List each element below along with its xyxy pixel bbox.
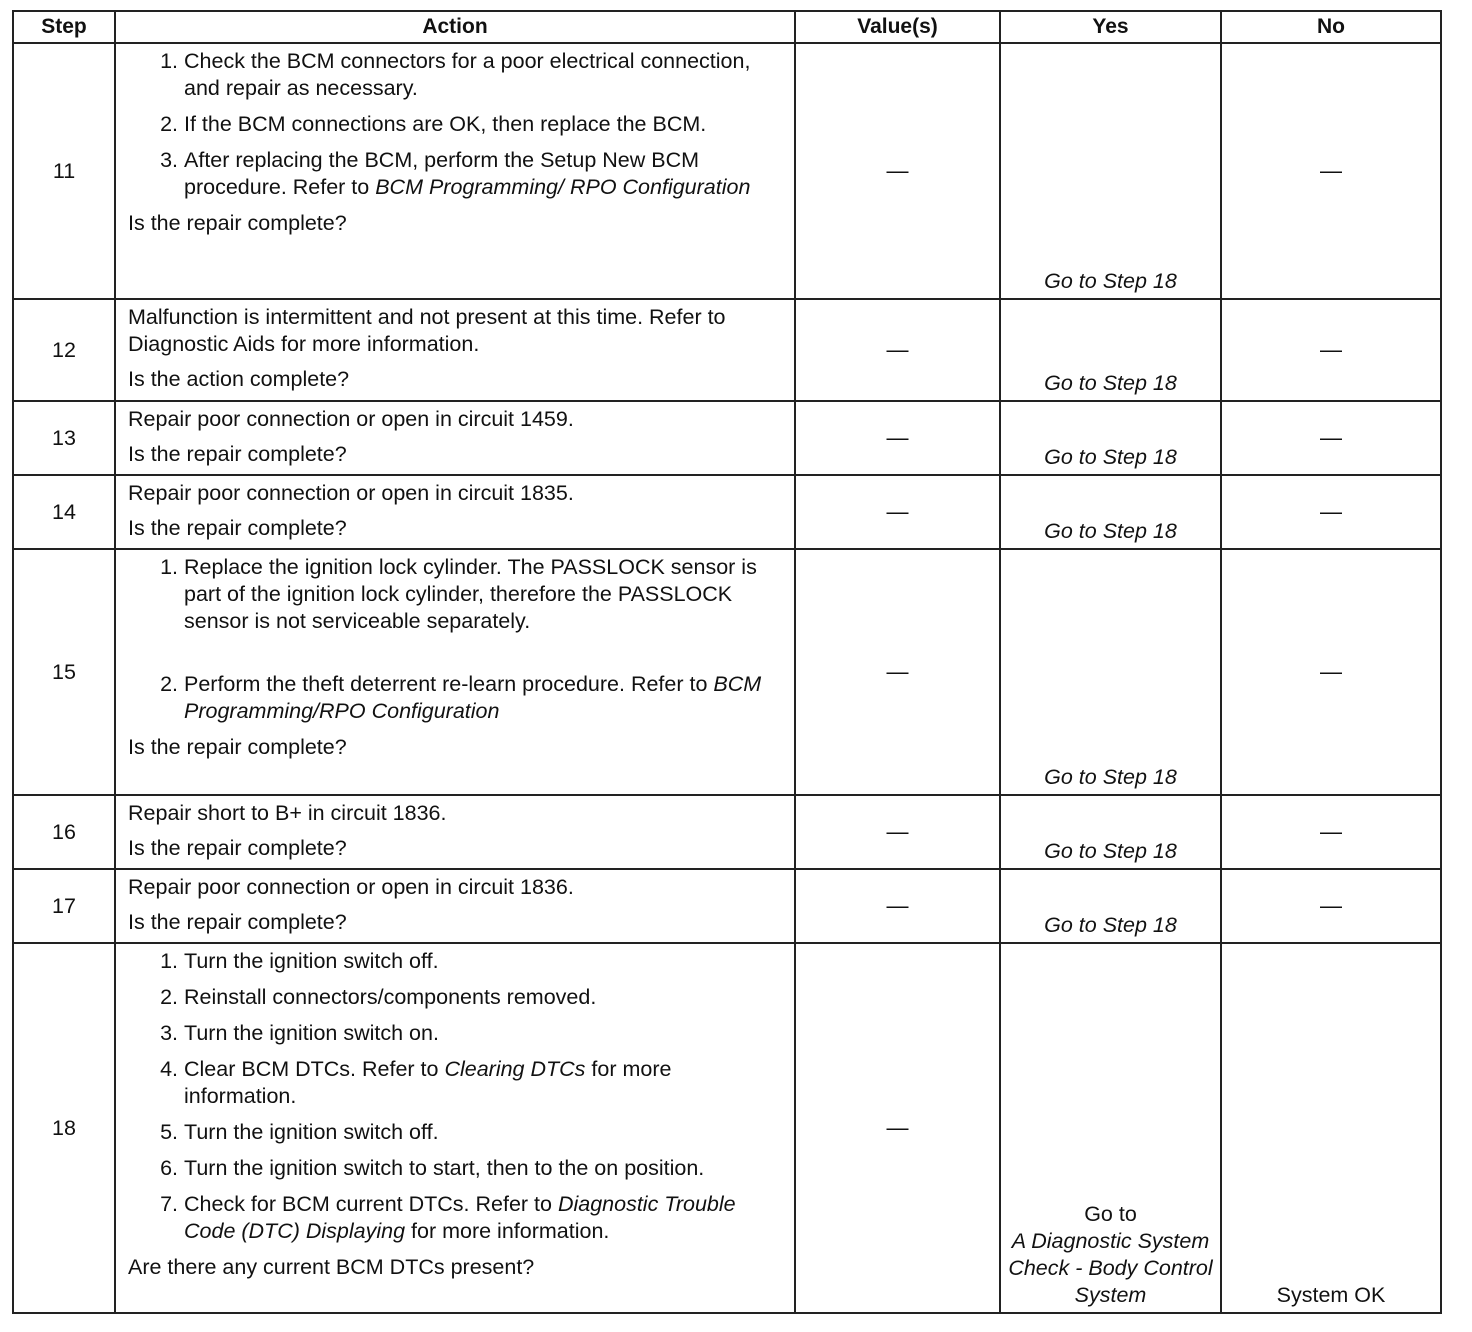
reference-link: A Diagnostic System Check - Body Control System [1008,1229,1213,1307]
reference-link: Diagnostic Trouble Code (DTC) Displaying [184,1192,736,1243]
yes-cell: Go to Step 18 [1000,549,1221,795]
table-row [13,299,1441,401]
action-cell [115,943,795,1313]
no-cell [1221,475,1441,549]
action-item [184,1056,782,1110]
dash: — [1320,499,1342,524]
header-action: Action [115,11,795,43]
action-cell [115,795,795,869]
action-question: Is the repair complete? [128,211,347,235]
action-list [128,48,782,201]
action-cell [115,549,795,795]
action-text: Clear BCM DTCs. Refer to [184,1057,445,1081]
action-list [128,554,782,725]
action-text: for more information. [184,1057,672,1108]
action-text: Repair poor connection or open in circuit 1459. [128,407,574,431]
dash: — [886,158,909,183]
action-item [184,1191,782,1245]
step-number: 16 [13,795,115,869]
action-item: 1. Turn the ignition switch off. [184,948,782,975]
action-text: Repair short to B+ in circuit 1836. [128,801,447,825]
yes-cell: Go to Step 18 [1000,43,1221,299]
header-values: Value(s) [795,11,1000,43]
action-question: Is the repair complete? [128,735,347,759]
action-item: 1. Check the BCM connectors for a poor electrical connection, and repair as necessary. [184,48,782,102]
value-cell [795,299,1000,401]
reference-link: Clearing DTCs [444,1057,586,1081]
action-text: Perform the theft deterrent re-learn procedure. Refer to [184,672,714,696]
dash: — [1320,425,1342,450]
action-question: Is the action complete? [128,367,350,391]
value-cell [795,43,1000,299]
table-row [13,475,1441,549]
no-cell [1221,401,1441,475]
reference-link: BCM Programming/RPO Configuration [184,672,762,723]
yes-goto: Go to [1084,1202,1137,1226]
value-cell [795,401,1000,475]
action-cell [115,43,795,299]
no-cell [1221,299,1441,401]
table-row [13,795,1441,869]
action-text: Malfunction is intermittent and not present at this time. Refer to Diagnostic Aids for more information. [128,305,726,356]
action-item: 5. Turn the ignition switch off. [184,1119,782,1146]
dash: — [1320,893,1342,918]
dash: — [886,337,909,362]
no-cell: System OK [1221,943,1441,1313]
action-question: Are there any current BCM DTCs present? [128,1255,535,1279]
header-step: Step [13,11,115,43]
action-text: Check for BCM current DTCs. Refer to [184,1192,558,1216]
dash: — [886,425,909,450]
action-text: Repair poor connection or open in circuit 1835. [128,481,574,505]
no-cell [1221,549,1441,795]
dash: — [886,893,909,918]
action-cell [115,869,795,943]
dash: — [886,1115,909,1140]
action-question: Is the repair complete? [128,836,347,860]
step-number: 14 [13,475,115,549]
dash: — [1320,158,1342,183]
dash: — [1320,337,1342,362]
action-text: After replacing the BCM, perform the Setup New BCM procedure. Refer to [184,148,700,199]
dash: — [1320,819,1342,844]
header-row [13,11,1441,43]
step-number: 13 [13,401,115,475]
step-number: 18 [13,943,115,1313]
action-item: 3. Turn the ignition switch on. [184,1020,782,1047]
value-cell [795,943,1000,1313]
dash: — [886,819,909,844]
header-no: No [1221,11,1441,43]
action-cell [115,401,795,475]
value-cell [795,549,1000,795]
action-text: Repair poor connection or open in circuit 1836. [128,875,574,899]
yes-cell: Go to Step 18 [1000,475,1221,549]
table-row [13,549,1441,795]
yes-cell: Go to Step 18 [1000,401,1221,475]
yes-cell [1000,943,1221,1313]
step-number: 12 [13,299,115,401]
value-cell [795,795,1000,869]
table-row [13,401,1441,475]
no-cell [1221,43,1441,299]
action-item [184,671,782,725]
action-cell [115,299,795,401]
yes-cell: Go to Step 18 [1000,299,1221,401]
action-item: 2. Reinstall connectors/components removed. [184,984,782,1011]
dash: — [886,659,909,684]
dash: — [1320,659,1342,684]
reference-link: BCM Programming/ RPO Configuration [375,175,751,199]
table-row [13,869,1441,943]
action-item: 2. If the BCM connections are OK, then replace the BCM. [184,111,782,138]
table-row [13,43,1441,299]
yes-cell: Go to Step 18 [1000,869,1221,943]
no-cell [1221,795,1441,869]
action-question: Is the repair complete? [128,910,347,934]
action-item [184,147,782,201]
action-list [128,948,782,1245]
action-question: Is the repair complete? [128,442,347,466]
action-item: 6. Turn the ignition switch to start, then to the on position. [184,1155,782,1182]
header-yes: Yes [1000,11,1221,43]
no-cell [1221,869,1441,943]
yes-cell: Go to Step 18 [1000,795,1221,869]
step-number: 15 [13,549,115,795]
action-question: Is the repair complete? [128,516,347,540]
diagnostic-table [12,10,1442,1314]
table-row [13,943,1441,1313]
action-item: 1. Replace the ignition lock cylinder. The PASSLOCK sensor is part of the ignition lock cylinder, therefore the PASSLOCK sensor is not serviceable separately. [184,554,782,635]
step-number: 17 [13,869,115,943]
step-number: 11 [13,43,115,299]
value-cell [795,475,1000,549]
action-cell [115,475,795,549]
dash: — [886,499,909,524]
action-text: for more information. [405,1219,610,1243]
value-cell [795,869,1000,943]
